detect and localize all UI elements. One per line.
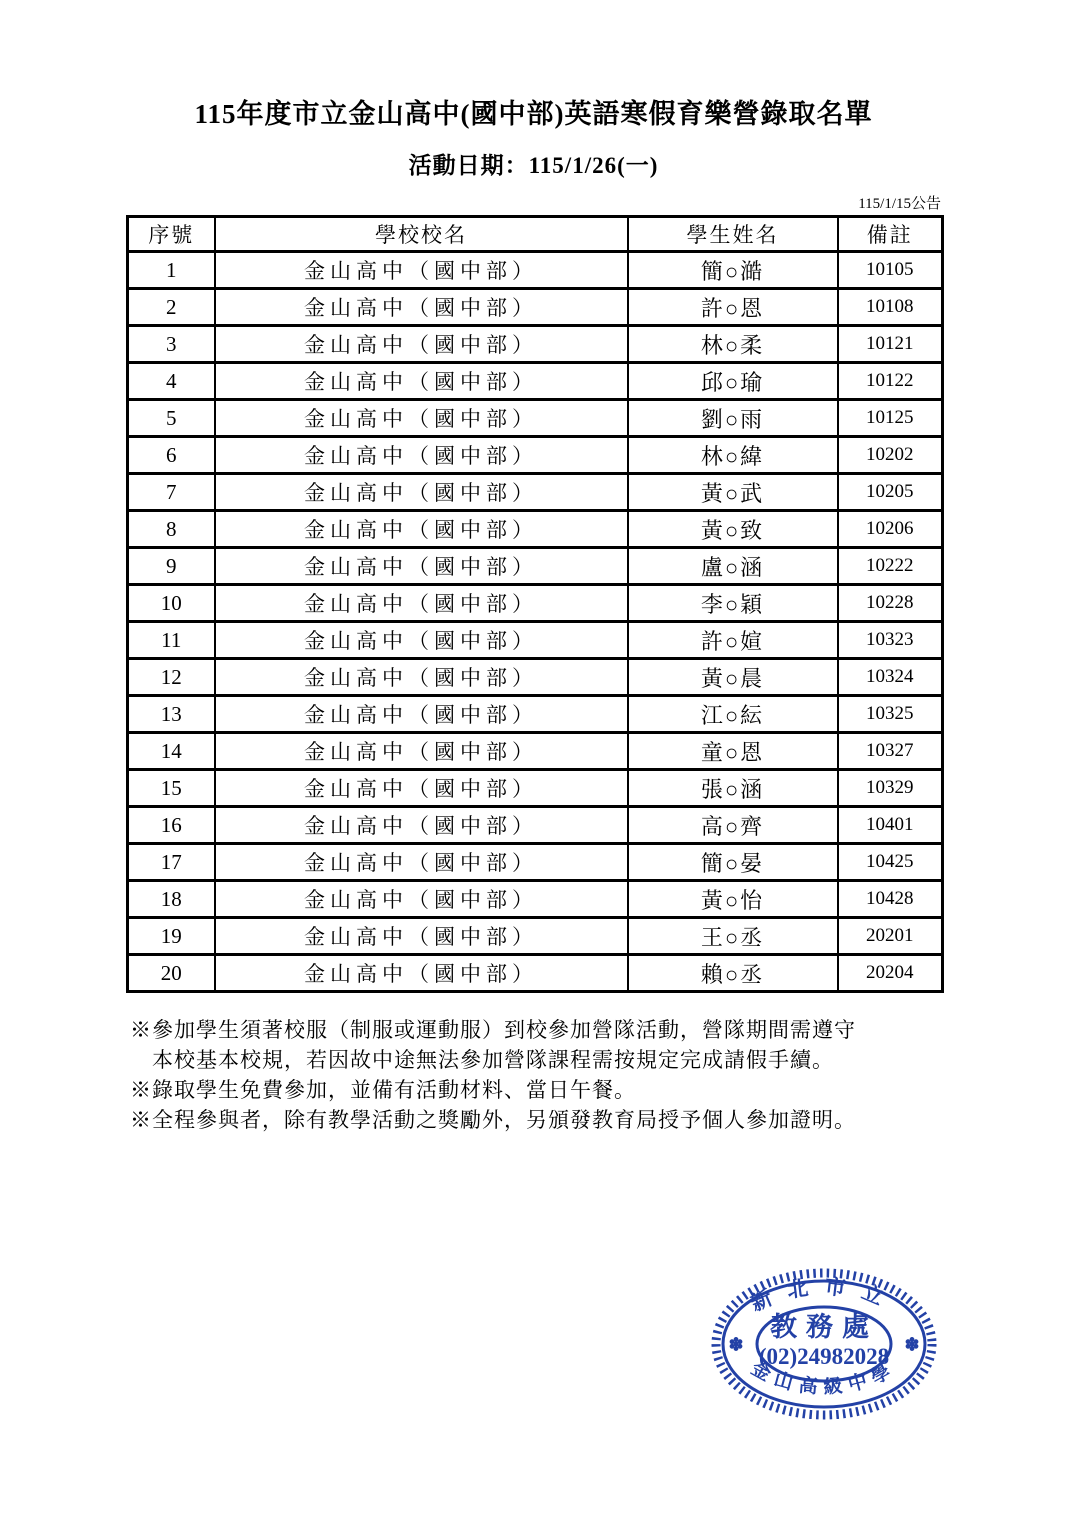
- roster-table: [126, 215, 944, 993]
- note-cell: 10122: [838, 363, 943, 400]
- table-row: [128, 807, 943, 844]
- seq-cell: 15: [128, 770, 215, 807]
- stamp-top-arc-text: 新北市立: [747, 1274, 901, 1316]
- school-cell: 金山高中（國中部）: [215, 252, 628, 289]
- note-cell: 10121: [838, 326, 943, 363]
- note-cell: 10425: [838, 844, 943, 881]
- school-cell: 金山高中（國中部）: [215, 289, 628, 326]
- seq-cell: 10: [128, 585, 215, 622]
- student-name-cell: 許○恩: [628, 289, 838, 326]
- school-cell: 金山高中（國中部）: [215, 696, 628, 733]
- note-cell: 10401: [838, 807, 943, 844]
- seq-cell: 16: [128, 807, 215, 844]
- note-cell: 10108: [838, 289, 943, 326]
- table-row: [128, 696, 943, 733]
- student-name-cell: 簡○晏: [628, 844, 838, 881]
- table-row: [128, 511, 943, 548]
- student-name-cell: 邱○瑜: [628, 363, 838, 400]
- student-name-cell: 盧○涵: [628, 548, 838, 585]
- note-cell: 10206: [838, 511, 943, 548]
- student-name-cell: 江○紜: [628, 696, 838, 733]
- seq-cell: 2: [128, 289, 215, 326]
- seq-cell: 12: [128, 659, 215, 696]
- note-cell: 20201: [838, 918, 943, 955]
- table-row: [128, 548, 943, 585]
- student-name-cell: 黃○武: [628, 474, 838, 511]
- seq-cell: 14: [128, 733, 215, 770]
- seq-cell: 4: [128, 363, 215, 400]
- student-name-cell: 許○媗: [628, 622, 838, 659]
- school-cell: 金山高中（國中部）: [215, 844, 628, 881]
- footnotes: [130, 1015, 960, 1135]
- table-row: [128, 881, 943, 918]
- school-cell: 金山高中（國中部）: [215, 770, 628, 807]
- seq-cell: 19: [128, 918, 215, 955]
- header-school: 學校校名: [215, 217, 628, 252]
- table-row: [128, 474, 943, 511]
- school-cell: 金山高中（國中部）: [215, 437, 628, 474]
- table-row: [128, 622, 943, 659]
- seq-cell: 7: [128, 474, 215, 511]
- note-cell: 10125: [838, 400, 943, 437]
- student-name-cell: 劉○雨: [628, 400, 838, 437]
- student-name-cell: 簡○澔: [628, 252, 838, 289]
- table-row: [128, 955, 943, 992]
- note-line: ※錄取學生免費參加，並備有活動材料、當日午餐。: [130, 1078, 636, 1102]
- student-name-cell: 黃○怡: [628, 881, 838, 918]
- note-cell: 10324: [838, 659, 943, 696]
- document-page: [0, 92, 1067, 1519]
- student-name-cell: 高○齊: [628, 807, 838, 844]
- table-row: [128, 326, 943, 363]
- stamp-flower-right: [906, 1337, 919, 1351]
- school-cell: 金山高中（國中部）: [215, 659, 628, 696]
- seq-cell: 6: [128, 437, 215, 474]
- page-title: 115年度市立金山高中(國中部)英語寒假育樂營錄取名單: [194, 99, 873, 129]
- table-header: [128, 217, 943, 252]
- seq-cell: 1: [128, 252, 215, 289]
- school-cell: 金山高中（國中部）: [215, 622, 628, 659]
- school-cell: 金山高中（國中部）: [215, 733, 628, 770]
- student-name-cell: 黃○致: [628, 511, 838, 548]
- header-name: 學生姓名: [628, 217, 838, 252]
- note-line: ※參加學生須著校服（制服或運動服）到校參加營隊活動，營隊期間需遵守: [130, 1018, 856, 1042]
- note-cell: 10205: [838, 474, 943, 511]
- table-row: [128, 659, 943, 696]
- note-cell: 20204: [838, 955, 943, 992]
- table-row: [128, 289, 943, 326]
- table-row: [128, 585, 943, 622]
- note-cell: 10428: [838, 881, 943, 918]
- seq-cell: 11: [128, 622, 215, 659]
- note-line: 本校基本校規，若因故中途無法參加營隊課程需按規定完成請假手續。: [152, 1048, 834, 1072]
- school-cell: 金山高中（國中部）: [215, 918, 628, 955]
- student-name-cell: 張○涵: [628, 770, 838, 807]
- stamp-office-text: 教務處: [770, 1312, 878, 1342]
- note-cell: 10323: [838, 622, 943, 659]
- activity-date: 活動日期：115/1/26(一): [408, 153, 659, 178]
- table-row: [128, 252, 943, 289]
- seq-cell: 5: [128, 400, 215, 437]
- note-cell: 10327: [838, 733, 943, 770]
- table-row: [128, 918, 943, 955]
- note-cell: 10222: [838, 548, 943, 585]
- school-cell: 金山高中（國中部）: [215, 363, 628, 400]
- official-stamp: [703, 1262, 945, 1426]
- note-cell: 10228: [838, 585, 943, 622]
- school-cell: 金山高中（國中部）: [215, 807, 628, 844]
- note-line: ※全程參與者，除有教學活動之獎勵外，另頒發教育局授予個人參加證明。: [130, 1108, 856, 1132]
- table-row: [128, 733, 943, 770]
- student-name-cell: 賴○丞: [628, 955, 838, 992]
- school-cell: 金山高中（國中部）: [215, 585, 628, 622]
- seq-cell: 20: [128, 955, 215, 992]
- note-cell: 10202: [838, 437, 943, 474]
- seq-cell: 13: [128, 696, 215, 733]
- stamp-phone-text: (02)24982028: [758, 1344, 890, 1369]
- note-cell: 10329: [838, 770, 943, 807]
- stamp-flower-left: [730, 1337, 743, 1351]
- header-seq: 序號: [128, 217, 215, 252]
- note-cell: 10105: [838, 252, 943, 289]
- school-cell: 金山高中（國中部）: [215, 326, 628, 363]
- stamp-bottom-arc-text: 金山高級中學: [747, 1357, 901, 1399]
- student-name-cell: 童○恩: [628, 733, 838, 770]
- announce-date: 115/1/15公告: [858, 196, 941, 212]
- school-cell: 金山高中（國中部）: [215, 400, 628, 437]
- student-name-cell: 林○緯: [628, 437, 838, 474]
- seq-cell: 18: [128, 881, 215, 918]
- seq-cell: 3: [128, 326, 215, 363]
- school-cell: 金山高中（國中部）: [215, 955, 628, 992]
- student-name-cell: 王○丞: [628, 918, 838, 955]
- table-body: [128, 252, 943, 992]
- seq-cell: 9: [128, 548, 215, 585]
- table-row: [128, 363, 943, 400]
- table-row: [128, 437, 943, 474]
- school-cell: 金山高中（國中部）: [215, 474, 628, 511]
- note-cell: 10325: [838, 696, 943, 733]
- school-cell: 金山高中（國中部）: [215, 548, 628, 585]
- table-row: [128, 400, 943, 437]
- school-cell: 金山高中（國中部）: [215, 511, 628, 548]
- student-name-cell: 黃○晨: [628, 659, 838, 696]
- header-note: 備註: [838, 217, 943, 252]
- student-name-cell: 李○穎: [628, 585, 838, 622]
- student-name-cell: 林○柔: [628, 326, 838, 363]
- table-row: [128, 770, 943, 807]
- seq-cell: 17: [128, 844, 215, 881]
- school-cell: 金山高中（國中部）: [215, 881, 628, 918]
- seq-cell: 8: [128, 511, 215, 548]
- table-row: [128, 844, 943, 881]
